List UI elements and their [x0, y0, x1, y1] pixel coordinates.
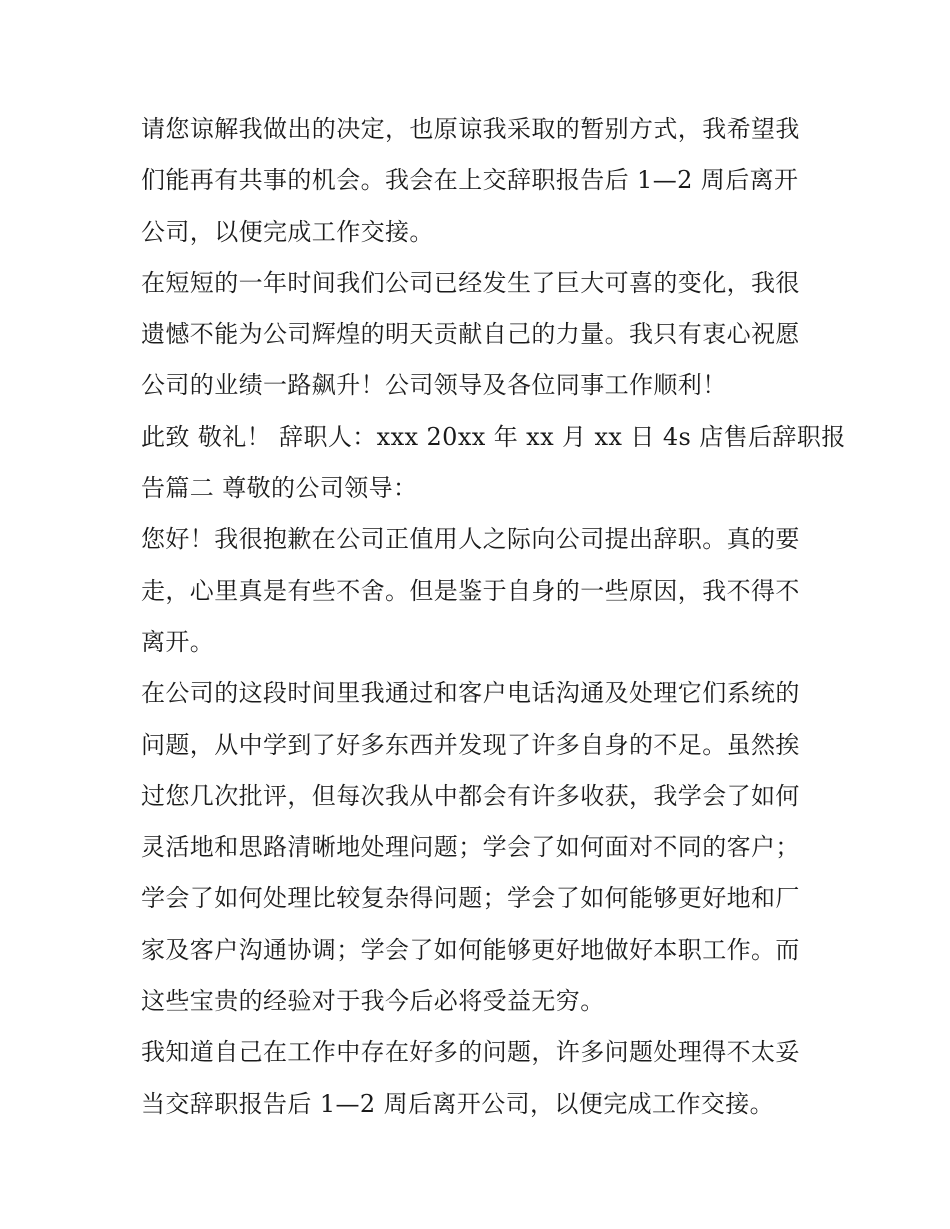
document-body	[141, 104, 846, 1130]
text-line: 这些宝贵的经验对于我今后必将受益无穷。	[141, 987, 605, 1016]
text-line: 遗憾不能为公司辉煌的明天贡献自己的力量。我只有衷心祝愿	[141, 320, 800, 349]
text-line: 告篇二 尊敬的公司领导：	[141, 474, 418, 503]
text-line: 过您几次批评，但每次我从中都会有许多收获，我学会了如何	[141, 781, 800, 810]
text-line: 您好！我很抱歉在公司正值用人之际向公司提出辞职。真的要	[141, 525, 800, 554]
text-line: 问题，从中学到了好多东西并发现了许多自身的不足。虽然挨	[141, 730, 800, 759]
text-line: 离开。	[141, 627, 215, 656]
text-line: 走，心里真是有些不舍。但是鉴于自身的一些原因，我不得不	[141, 576, 800, 605]
text-line: 此致 敬礼！ 辞职人：xxx 20xx 年 xx 月 xx 日 4s 店售后辞职报	[141, 422, 846, 451]
text-line: 们能再有共事的机会。我会在上交辞职报告后 1—2 周后离开	[141, 166, 799, 195]
text-line: 当交辞职报告后 1—2 周后离开公司，以便完成工作交接。	[141, 1089, 774, 1118]
text-line: 在短短的一年时间我们公司已经发生了巨大可喜的变化，我很	[141, 268, 800, 297]
text-line: 公司，以便完成工作交接。	[141, 217, 434, 246]
text-line: 灵活地和思路清晰地处理问题；学会了如何面对不同的客户；	[141, 833, 800, 862]
text-line: 请您谅解我做出的决定，也原谅我采取的暂别方式，我希望我	[141, 115, 800, 143]
text-line: 学会了如何处理比较复杂得问题；学会了如何能够更好地和厂	[141, 884, 800, 913]
text-line: 公司的业绩一路飙升！公司领导及各位同事工作顺利！	[141, 371, 727, 400]
text-line: 在公司的这段时间里我通过和客户电话沟通及处理它们系统的	[141, 679, 800, 708]
text-line: 我知道自己在工作中存在好多的问题，许多问题处理得不太妥	[141, 1038, 800, 1067]
text-line: 家及客户沟通协调；学会了如何能够更好地做好本职工作。而	[141, 935, 800, 964]
